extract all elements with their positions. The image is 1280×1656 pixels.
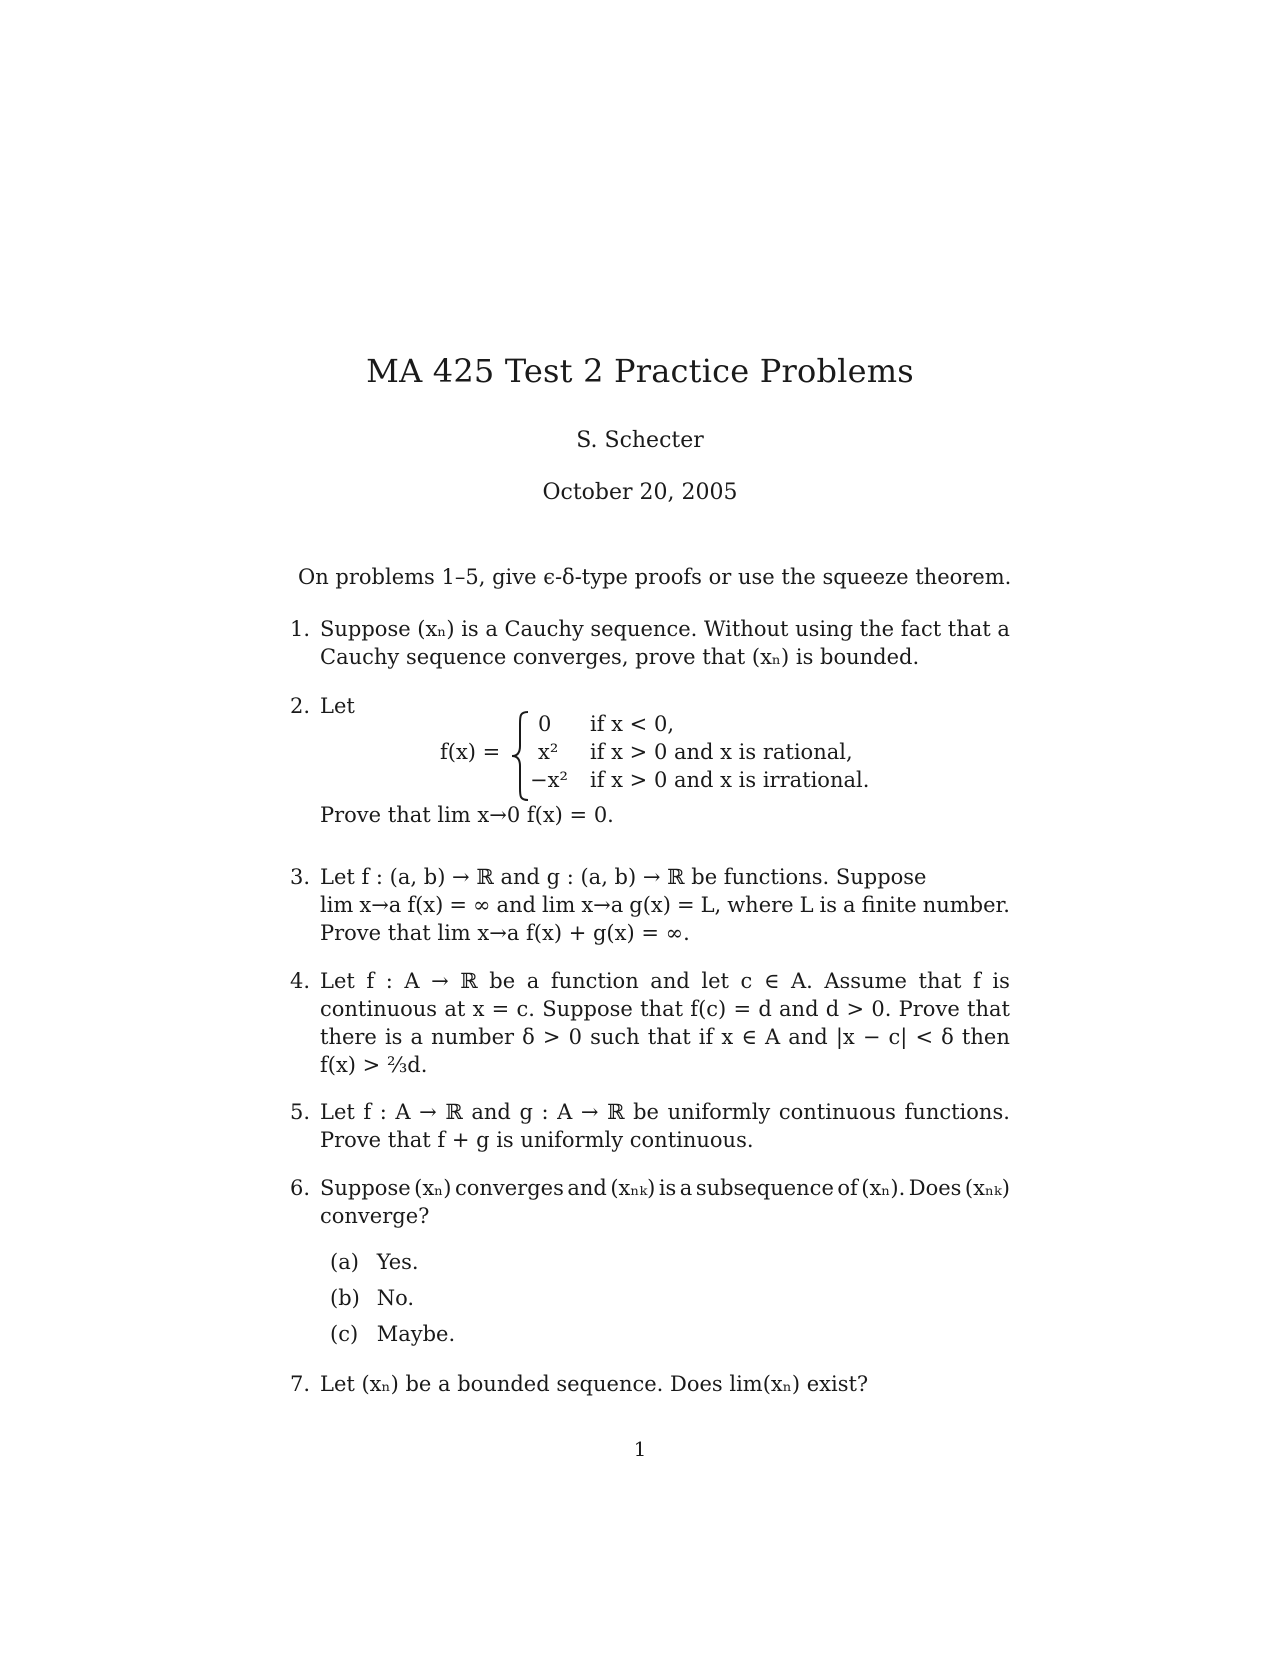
problem-line: Prove that lim x→a f(x) + g(x) = ∞. bbox=[320, 921, 690, 945]
word: ℝ bbox=[445, 1100, 463, 1124]
word: d bbox=[758, 997, 772, 1021]
word: subsequence bbox=[695, 1176, 834, 1200]
word: lim bbox=[320, 893, 354, 917]
word: |x bbox=[835, 1025, 855, 1049]
word: f bbox=[366, 969, 375, 993]
word: 0. bbox=[871, 997, 892, 1021]
word: f bbox=[363, 1100, 372, 1124]
word: is bbox=[658, 1176, 677, 1200]
option-label: (c) bbox=[330, 1322, 359, 1346]
problem-line bbox=[320, 1174, 1010, 1202]
word: is bbox=[819, 893, 838, 917]
word: continuous bbox=[778, 1100, 896, 1124]
problem-number: 6. bbox=[290, 1176, 311, 1200]
word: > bbox=[542, 1025, 561, 1049]
word: ℝ bbox=[460, 969, 478, 993]
word: a bbox=[410, 1025, 424, 1049]
piecewise-function bbox=[440, 710, 940, 802]
word: Assume bbox=[824, 969, 907, 993]
word: Without bbox=[703, 617, 789, 641]
word: be bbox=[633, 1100, 659, 1124]
case-condition: if x > 0 and x is rational, bbox=[590, 740, 853, 764]
problem-3 bbox=[290, 863, 1010, 947]
word: c bbox=[740, 969, 753, 993]
word: : bbox=[385, 969, 393, 993]
word: (xₙ). bbox=[861, 1176, 906, 1200]
word: number. bbox=[922, 893, 1010, 917]
word: number bbox=[431, 1025, 515, 1049]
problem-line: Prove that lim x→0 f(x) = 0. bbox=[320, 803, 614, 827]
problem-number: 2. bbox=[290, 694, 311, 718]
word: ∈ bbox=[763, 969, 780, 993]
word: = bbox=[733, 997, 752, 1021]
word: − bbox=[862, 1025, 881, 1049]
document-title: MA 425 Test 2 Practice Problems bbox=[366, 352, 914, 390]
date: October 20, 2005 bbox=[542, 480, 738, 505]
word: is bbox=[461, 617, 479, 641]
word: A bbox=[764, 1025, 781, 1049]
instructions: On problems 1–5, give ϵ-δ-type proofs or use the squeeze theorem. bbox=[298, 565, 1012, 589]
word: g bbox=[519, 1100, 533, 1124]
word: that bbox=[967, 997, 1010, 1021]
word: (xₙₖ) bbox=[964, 1176, 1010, 1200]
word: that bbox=[647, 1025, 691, 1049]
case-value: −x² bbox=[530, 768, 568, 792]
word: and bbox=[788, 1025, 828, 1049]
word: functions. bbox=[904, 1100, 1010, 1124]
word: at bbox=[444, 997, 466, 1021]
word: using bbox=[795, 617, 854, 641]
case-condition: if x < 0, bbox=[590, 712, 674, 736]
word: ∈ bbox=[741, 1025, 757, 1049]
problem-6 bbox=[290, 1174, 1010, 1230]
word: g(x) bbox=[629, 893, 671, 917]
word: a bbox=[485, 617, 498, 641]
case-value: 0 bbox=[538, 712, 552, 736]
word: : bbox=[541, 1100, 549, 1124]
word: < bbox=[915, 1025, 934, 1049]
word: and bbox=[650, 969, 690, 993]
case-condition: if x > 0 and x is irrational. bbox=[590, 768, 870, 792]
word: then bbox=[961, 1025, 1010, 1049]
word: that bbox=[947, 617, 991, 641]
word: = bbox=[449, 893, 467, 917]
word: : bbox=[379, 1100, 387, 1124]
word: be bbox=[489, 969, 516, 993]
word: there bbox=[320, 1025, 377, 1049]
word: → bbox=[431, 969, 449, 993]
word: continuous bbox=[320, 997, 438, 1021]
problem-line bbox=[320, 1098, 1010, 1126]
word: Prove bbox=[898, 997, 960, 1021]
problem-4 bbox=[290, 967, 1010, 1079]
word: ℝ bbox=[607, 1100, 625, 1124]
word: (xₙ) bbox=[414, 1176, 452, 1200]
word: → bbox=[419, 1100, 437, 1124]
word: δ bbox=[522, 1025, 535, 1049]
word: sequence. bbox=[590, 617, 698, 641]
word: a bbox=[526, 969, 540, 993]
problem-line: converge? bbox=[320, 1204, 430, 1228]
word: d bbox=[825, 997, 840, 1021]
word: where bbox=[727, 893, 794, 917]
word: if bbox=[698, 1025, 714, 1049]
word: f bbox=[973, 969, 981, 993]
word: a bbox=[997, 617, 1010, 641]
word: of bbox=[837, 1176, 858, 1200]
word: and bbox=[471, 1100, 511, 1124]
word: and bbox=[567, 1176, 607, 1200]
word: = bbox=[491, 997, 510, 1021]
word: A bbox=[404, 969, 420, 993]
word: lim bbox=[541, 893, 576, 917]
problem-number: 7. bbox=[290, 1372, 311, 1396]
word: a bbox=[679, 1176, 693, 1200]
word: such bbox=[590, 1025, 640, 1049]
word: = bbox=[676, 893, 695, 917]
word: finite bbox=[861, 893, 917, 917]
word: Does bbox=[908, 1176, 962, 1200]
word: Cauchy bbox=[504, 617, 584, 641]
problem-line: Cauchy sequence converges, prove that (xₙ) is bounded. bbox=[320, 645, 920, 669]
word: Suppose bbox=[320, 1176, 411, 1200]
problem-number: 4. bbox=[290, 969, 311, 993]
option-text: Maybe. bbox=[376, 1322, 456, 1346]
word: and bbox=[496, 893, 536, 917]
word: fact bbox=[900, 617, 942, 641]
word: > bbox=[846, 997, 865, 1021]
word: c. bbox=[516, 997, 535, 1021]
page-number: 1 bbox=[633, 1437, 647, 1461]
left-brace-icon bbox=[510, 710, 532, 802]
word: 0 bbox=[568, 1025, 582, 1049]
word: L, bbox=[700, 893, 722, 917]
word: Suppose bbox=[320, 617, 411, 641]
word: a bbox=[843, 893, 856, 917]
case-value: x² bbox=[538, 740, 559, 764]
piecewise-lhs: f(x) = bbox=[440, 740, 501, 764]
word: (xₙ) bbox=[417, 617, 455, 641]
option-label: (a) bbox=[330, 1250, 359, 1274]
problem-line bbox=[320, 995, 1010, 1023]
problem-2-tail bbox=[290, 801, 1010, 829]
word: f(c) bbox=[690, 997, 727, 1021]
problem-line: Let (xₙ) be a bounded sequence. Does lim(xₙ) exist? bbox=[320, 1372, 869, 1396]
word: (xₙₖ) bbox=[610, 1176, 656, 1200]
word: → bbox=[580, 1100, 599, 1124]
option-text: Yes. bbox=[376, 1250, 419, 1274]
problem-line: f(x) > ⅔d. bbox=[320, 1053, 428, 1077]
word: Let bbox=[320, 1100, 355, 1124]
problem-line bbox=[320, 615, 1010, 643]
word: is bbox=[384, 1025, 403, 1049]
word: x bbox=[472, 997, 485, 1021]
word: A bbox=[557, 1100, 573, 1124]
word: Suppose bbox=[542, 997, 633, 1021]
problem-line: Prove that f + g is uniformly continuous. bbox=[320, 1128, 754, 1152]
problem-line: Let f : (a, b) → ℝ and g : (a, b) → ℝ be functions. Suppose bbox=[320, 865, 927, 889]
problem-line bbox=[320, 891, 1010, 919]
word: Let bbox=[320, 969, 355, 993]
problem-1 bbox=[290, 615, 1010, 671]
answer-option bbox=[330, 1250, 419, 1274]
word: δ bbox=[941, 1025, 954, 1049]
problem-line bbox=[320, 1023, 1010, 1051]
word: that bbox=[640, 997, 684, 1021]
answer-option bbox=[330, 1322, 455, 1346]
problem-5 bbox=[290, 1098, 1010, 1154]
word: let bbox=[701, 969, 729, 993]
word: c| bbox=[888, 1025, 908, 1049]
word: A bbox=[395, 1100, 411, 1124]
word: that bbox=[918, 969, 962, 993]
option-text: No. bbox=[376, 1286, 415, 1310]
word: converges bbox=[454, 1176, 564, 1200]
word: A. bbox=[790, 969, 813, 993]
word: x→a bbox=[359, 893, 402, 917]
word: and bbox=[779, 997, 819, 1021]
word: x bbox=[721, 1025, 734, 1049]
word: is bbox=[992, 969, 1010, 993]
word: function bbox=[550, 969, 639, 993]
problem-number: 5. bbox=[290, 1100, 311, 1124]
word: ∞ bbox=[472, 893, 491, 917]
problem-line bbox=[320, 967, 1010, 995]
problem-lead: Let bbox=[320, 694, 355, 718]
word: x→a bbox=[581, 893, 624, 917]
word: uniformly bbox=[667, 1100, 771, 1124]
option-label: (b) bbox=[330, 1286, 360, 1310]
author: S. Schecter bbox=[576, 428, 704, 453]
problem-number: 3. bbox=[290, 865, 311, 889]
problem-7 bbox=[290, 1370, 1010, 1398]
answer-option bbox=[330, 1286, 414, 1310]
word: L bbox=[799, 893, 814, 917]
problem-number: 1. bbox=[290, 617, 311, 641]
word: the bbox=[859, 617, 895, 641]
word: f(x) bbox=[407, 893, 444, 917]
